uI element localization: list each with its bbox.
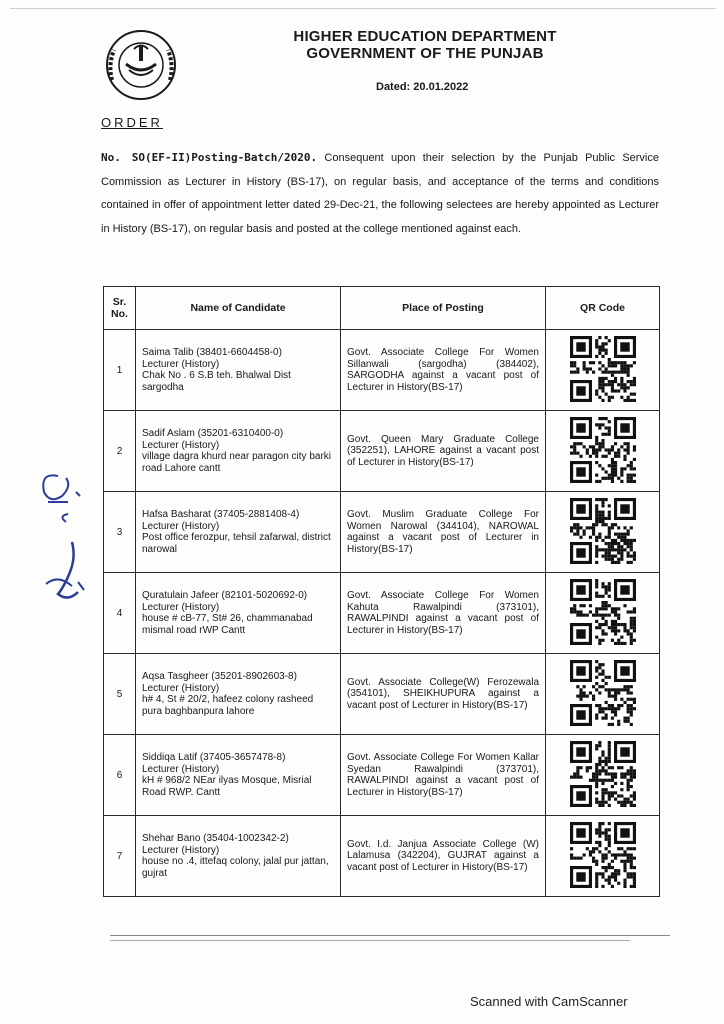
government-title: GOVERNMENT OF THE PUNJAB: [306, 45, 544, 62]
qr-code-icon: [546, 330, 660, 411]
row-sr-no: 5: [104, 654, 136, 735]
qr-code-icon: [546, 735, 660, 816]
row-sr-no: 4: [104, 573, 136, 654]
posting-cell: [341, 330, 546, 411]
posting-place: Govt. Muslim Graduate College For Women Narowal (344104), NAROWAL against a vacant post of Lecturer in History(BS-17): [347, 509, 539, 555]
posting-cell: [341, 492, 546, 573]
candidate-designation: Lecturer (History): [142, 682, 220, 694]
posting-place: Govt. I.d. Janjua Associate College (W) Lalamusa (342204), GUJRAT against a vacant post of Lecturer in History(BS-17): [347, 838, 539, 873]
row-sr-no: 6: [104, 735, 136, 816]
handwritten-signature: [28, 462, 98, 614]
posting-place: Govt. Associate College For Women Sillanwali (sargodha) (384402), SARGODHA against a vacant post of Lecturer in History(BS-17): [347, 347, 539, 393]
candidate-name: Hafsa Basharat (37405-2881408-4): [142, 509, 300, 520]
candidate-designation: Lecturer (History): [142, 520, 220, 532]
posting-cell: [341, 573, 546, 654]
table-row: [104, 573, 660, 654]
candidate-name: Shehar Bano (35404-1002342-2): [142, 833, 289, 844]
posting-cell: [341, 654, 546, 735]
candidate-address: Chak No . 6 S.B teh. Bhalwal Dist sargodha: [142, 370, 291, 393]
scanner-watermark: Scanned with CamScanner: [470, 994, 628, 1009]
candidate-cell: [136, 330, 341, 411]
footer-rule: [110, 935, 670, 936]
candidate-cell: [136, 573, 341, 654]
posting-table: [103, 286, 660, 897]
qr-code-icon: [546, 654, 660, 735]
candidate-address: house no .4, ittefaq colony, jalal pur jattan, gujrat: [142, 856, 329, 879]
candidate-address: h# 4, St # 20/2, hafeez colony rasheed pura baghbanpura lahore: [142, 694, 314, 717]
candidate-name: Saima Talib (38401-6604458-0): [142, 347, 282, 358]
row-sr-no: 3: [104, 492, 136, 573]
candidate-designation: Lecturer (History): [142, 439, 220, 451]
table-row: [104, 330, 660, 411]
candidate-cell: [136, 735, 341, 816]
department-title: HIGHER EDUCATION DEPARTMENT: [293, 28, 557, 45]
posting-cell: [341, 816, 546, 897]
punjab-government-logo-icon: [104, 28, 178, 102]
candidate-address: house # cB-77, St# 26, chammanabad mismal road rWP Cantt: [142, 613, 313, 636]
candidate-designation: Lecturer (History): [142, 844, 220, 856]
header-place: Place of Posting: [341, 287, 546, 330]
posting-place: Govt. Queen Mary Graduate College (352251), LAHORE against a vacant post of Lecturer in History(BS-17): [347, 433, 539, 468]
candidate-cell: [136, 411, 341, 492]
candidate-name: Quratulain Jafeer (82101-5020692-0): [142, 590, 308, 601]
qr-code-icon: [546, 573, 660, 654]
header-qr: QR Code: [546, 287, 660, 330]
row-sr-no: 2: [104, 411, 136, 492]
candidate-designation: Lecturer (History): [142, 358, 220, 370]
candidate-cell: [136, 654, 341, 735]
table-header-row: [104, 287, 660, 330]
candidate-name: Sadif Aslam (35201-6310400-0): [142, 428, 284, 439]
row-sr-no: 7: [104, 816, 136, 897]
qr-code-icon: [546, 411, 660, 492]
table-row: [104, 654, 660, 735]
order-body: [101, 146, 659, 241]
footer-rule-secondary: [110, 940, 630, 941]
header-name: Name of Candidate: [136, 287, 341, 330]
qr-code-icon: [546, 492, 660, 573]
candidate-address: kH # 968/2 NEar ilyas Mosque, Misrial Road RWP. Cantt: [142, 775, 312, 798]
row-sr-no: 1: [104, 330, 136, 411]
posting-cell: [341, 411, 546, 492]
order-text: Consequent upon their selection by the Punjab Public Service Commission as Lecturer in History (BS-17), on regular basis, and acceptance of the terms and conditions contained in offer of appointment letter dated 29-Dec-21, the following selectees are hereby appointed as Lecturer in History (BS-17), on regular basis and posted at the college mentioned against each.: [101, 152, 659, 235]
header-sr-no: Sr. No.: [104, 287, 136, 330]
posting-place: Govt. Associate College(W) Ferozewala (354101), SHEIKHUPURA against a vacant post of Lecturer in History(BS-17): [347, 676, 539, 711]
candidate-name: Aqsa Tasgheer (35201-8902603-8): [142, 671, 297, 682]
candidate-address: village dagra khurd near paragon city barki road Lahore cantt: [142, 451, 331, 474]
table-row: [104, 492, 660, 573]
candidate-address: Post office ferozpur, tehsil zafarwal, district narowal: [142, 532, 331, 555]
candidate-cell: [136, 816, 341, 897]
qr-code-icon: [546, 816, 660, 897]
candidate-designation: Lecturer (History): [142, 601, 220, 613]
order-heading: ORDER: [101, 115, 163, 130]
order-date: Dated: 20.01.2022: [376, 81, 469, 93]
posting-cell: [341, 735, 546, 816]
candidate-cell: [136, 492, 341, 573]
table-row: [104, 816, 660, 897]
posting-place: Govt. Associate College For Women Kahuta Rawalpindi (373101), RAWALPINDI against a vacant post of Lecturer in History(BS-17): [347, 590, 539, 636]
order-reference: No. SO(EF-II)Posting-Batch/2020.: [101, 151, 318, 164]
table-row: [104, 735, 660, 816]
candidate-name: Siddiqa Latif (37405-3657478-8): [142, 752, 286, 763]
table-row: [104, 411, 660, 492]
candidate-designation: Lecturer (History): [142, 763, 220, 775]
posting-place: Govt. Associate College For Women Kallar Syedan Rawalpindi (373701), RAWALPINDI against a vacant post of Lecturer in History(BS-17): [347, 752, 539, 798]
